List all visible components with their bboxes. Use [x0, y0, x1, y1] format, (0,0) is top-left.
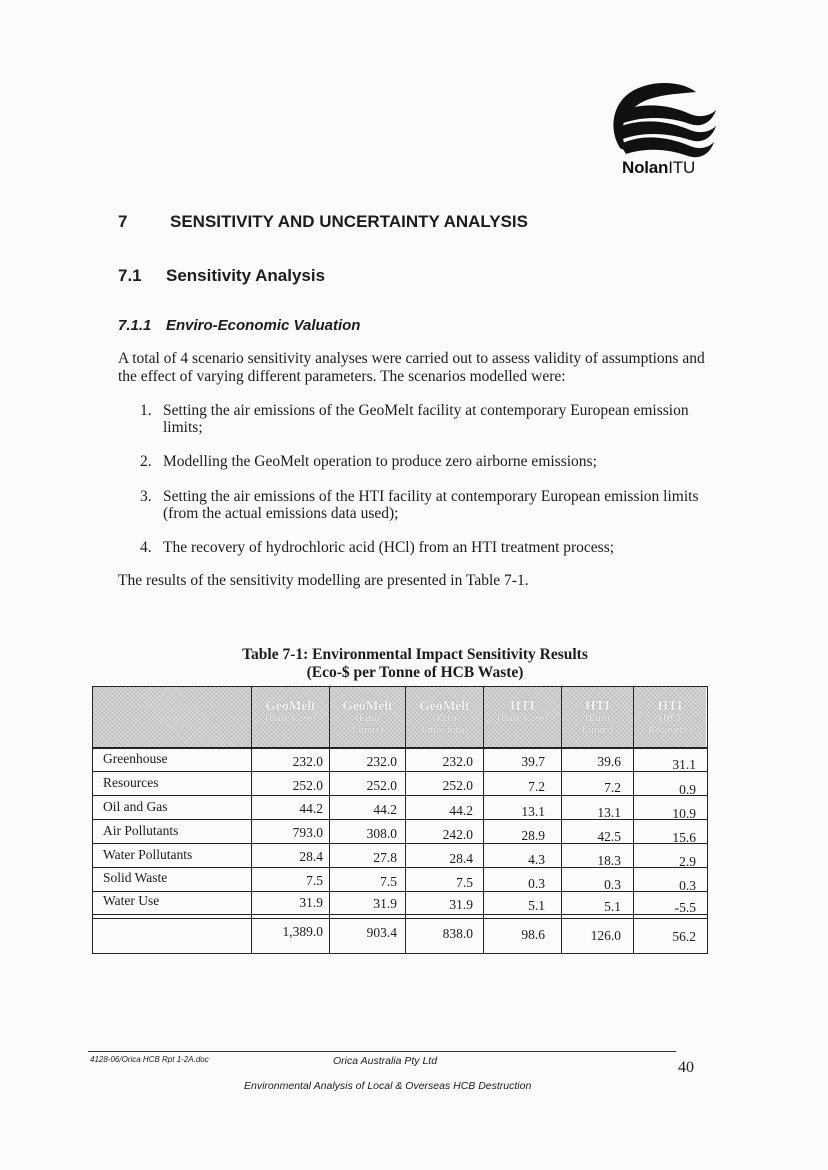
table-cell: 31.9 [373, 896, 397, 911]
table-cell: 4.3 [528, 852, 545, 867]
list-item [163, 539, 713, 556]
intro-paragraph [118, 350, 718, 386]
footer-rule [88, 1051, 676, 1052]
subsubsection-number: 7.1.1 [118, 317, 152, 334]
row-label: Oil and Gas [103, 799, 168, 814]
table-cell: 232.0 [442, 754, 473, 769]
table-caption-line-1: Table 7-1: Environmental Impact Sensitivity Results [242, 646, 588, 663]
list-item [163, 402, 713, 436]
footer-company: Orica Australia Pty Ltd [333, 1055, 438, 1067]
table-cell: 252.0 [366, 778, 397, 793]
table-cell: 28.9 [521, 828, 545, 843]
table-cell: 232.0 [366, 754, 397, 769]
row-label: Greenhouse [103, 751, 168, 766]
table-cell: 5.1 [528, 898, 545, 913]
table-caption [200, 646, 630, 682]
wave-logo-icon [608, 82, 718, 162]
list-item-line: Setting the air emissions of the HTI facility at contemporary European emission limits [163, 488, 699, 505]
list-item-line: limits; [163, 419, 203, 436]
nolan-itu-logo [608, 82, 718, 188]
table-cell: 838.0 [442, 926, 473, 941]
column-header: HTI (Euro Limits) [561, 687, 633, 747]
table-cell: 0.9 [679, 782, 696, 797]
list-item-number: 3. [140, 488, 152, 505]
intro-line-1: A total of 4 scenario sensitivity analyses were carried out to assess validity of assumptions and [118, 350, 705, 367]
row-label: Air Pollutants [103, 823, 179, 838]
table-cell: 28.4 [449, 851, 473, 866]
table-cell: 18.3 [597, 853, 621, 868]
row-label: Resources [103, 775, 159, 790]
table-cell: 252.0 [442, 778, 473, 793]
table-cell: 13.1 [597, 805, 621, 820]
subsection-title: Sensitivity Analysis [166, 266, 326, 285]
list-item-number: 1. [140, 402, 152, 419]
table-cell: 7.5 [306, 873, 323, 888]
footer-doc-ref: 4128-06/Orica HCB Rpt 1-2A.doc [90, 1055, 209, 1064]
table-cell: 1,389.0 [282, 924, 323, 939]
table-cell: 44.2 [449, 803, 473, 818]
table-cell: 44.2 [299, 801, 323, 816]
row-label: Water Use [103, 893, 160, 908]
column-header: GeoMelt (Euro Limits) [329, 687, 405, 747]
table-cell: 7.5 [456, 875, 473, 890]
table-cell: 98.6 [521, 927, 545, 942]
table-cell: 28.4 [299, 849, 323, 864]
table-cell: 39.7 [521, 754, 545, 769]
list-item [163, 488, 713, 522]
table-cell: 2.9 [679, 854, 696, 869]
sensitivity-results-table [92, 686, 708, 954]
table-cell: 7.5 [380, 874, 397, 889]
table-cell: 10.9 [672, 806, 696, 821]
table-cell: 126.0 [590, 928, 621, 943]
table-cell: 7.2 [528, 779, 545, 794]
logo-wordmark: NolanITU [622, 158, 696, 177]
list-item-line: Modelling the GeoMelt operation to produce zero airborne emissions; [163, 453, 597, 470]
table-cell: 5.1 [604, 899, 621, 914]
table-cell: 242.0 [442, 827, 473, 842]
table-cell: 44.2 [373, 802, 397, 817]
column-header: HTI (HCl Recovery) [633, 687, 706, 747]
table-cell: 793.0 [292, 825, 323, 840]
table-cell: 15.6 [672, 830, 696, 845]
list-item-number: 2. [140, 453, 152, 470]
table-cell: 39.6 [597, 754, 621, 769]
table-header-corner [93, 687, 251, 747]
list-item-line: (from the actual emissions data used); [163, 505, 399, 522]
list-item-number: 4. [140, 539, 152, 556]
column-header: HTI (Base Case) [483, 687, 561, 747]
table-caption-line-2: (Eco-$ per Tonne of HCB Waste) [306, 664, 524, 681]
table-cell: 31.1 [672, 757, 696, 772]
list-item-line: The recovery of hydrochloric acid (HCl) from an HTI treatment process; [163, 539, 615, 556]
table-cell: 42.5 [597, 829, 621, 844]
table-cell: 252.0 [292, 778, 323, 793]
row-divider [93, 747, 707, 749]
list-item-line: Setting the air emissions of the GeoMelt facility at contemporary European emission [163, 402, 689, 419]
table-cell: 903.4 [366, 925, 397, 940]
table-cell: 0.3 [679, 878, 696, 893]
row-divider-double [93, 918, 707, 919]
table-cell: -5.5 [674, 900, 696, 915]
table-cell: 232.0 [292, 754, 323, 769]
table-cell: 7.2 [604, 780, 621, 795]
subsubsection-title: Enviro-Economic Valuation [166, 317, 361, 334]
table-cell: 0.3 [528, 876, 545, 891]
intro-line-2: the effect of varying different parameters. The scenarios modelled were: [118, 368, 566, 385]
results-paragraph: The results of the sensitivity modelling are presented in Table 7-1. [118, 572, 529, 589]
footer-report-title: Environmental Analysis of Local & Overseas HCB Destruction [244, 1080, 532, 1092]
table-cell: 308.0 [366, 826, 397, 841]
section-title: SENSITIVITY AND UNCERTAINTY ANALYSIS [170, 212, 528, 231]
table-cell: 31.9 [449, 897, 473, 912]
column-header: GeoMelt (Base Case) [251, 687, 329, 747]
table-cell: 27.8 [373, 850, 397, 865]
row-label: Water Pollutants [103, 847, 193, 862]
table-cell: 13.1 [521, 804, 545, 819]
row-label: Solid Waste [103, 870, 168, 885]
list-item [163, 453, 713, 470]
page-number: 40 [678, 1059, 694, 1076]
table-cell: 31.9 [299, 895, 323, 910]
table-cell: 56.2 [672, 929, 696, 944]
table-cell: 0.3 [604, 877, 621, 892]
section-number: 7 [118, 212, 128, 231]
column-header: GeoMelt (Zero Emissions) [405, 687, 483, 747]
row-divider [93, 771, 707, 772]
subsection-number: 7.1 [118, 266, 142, 285]
